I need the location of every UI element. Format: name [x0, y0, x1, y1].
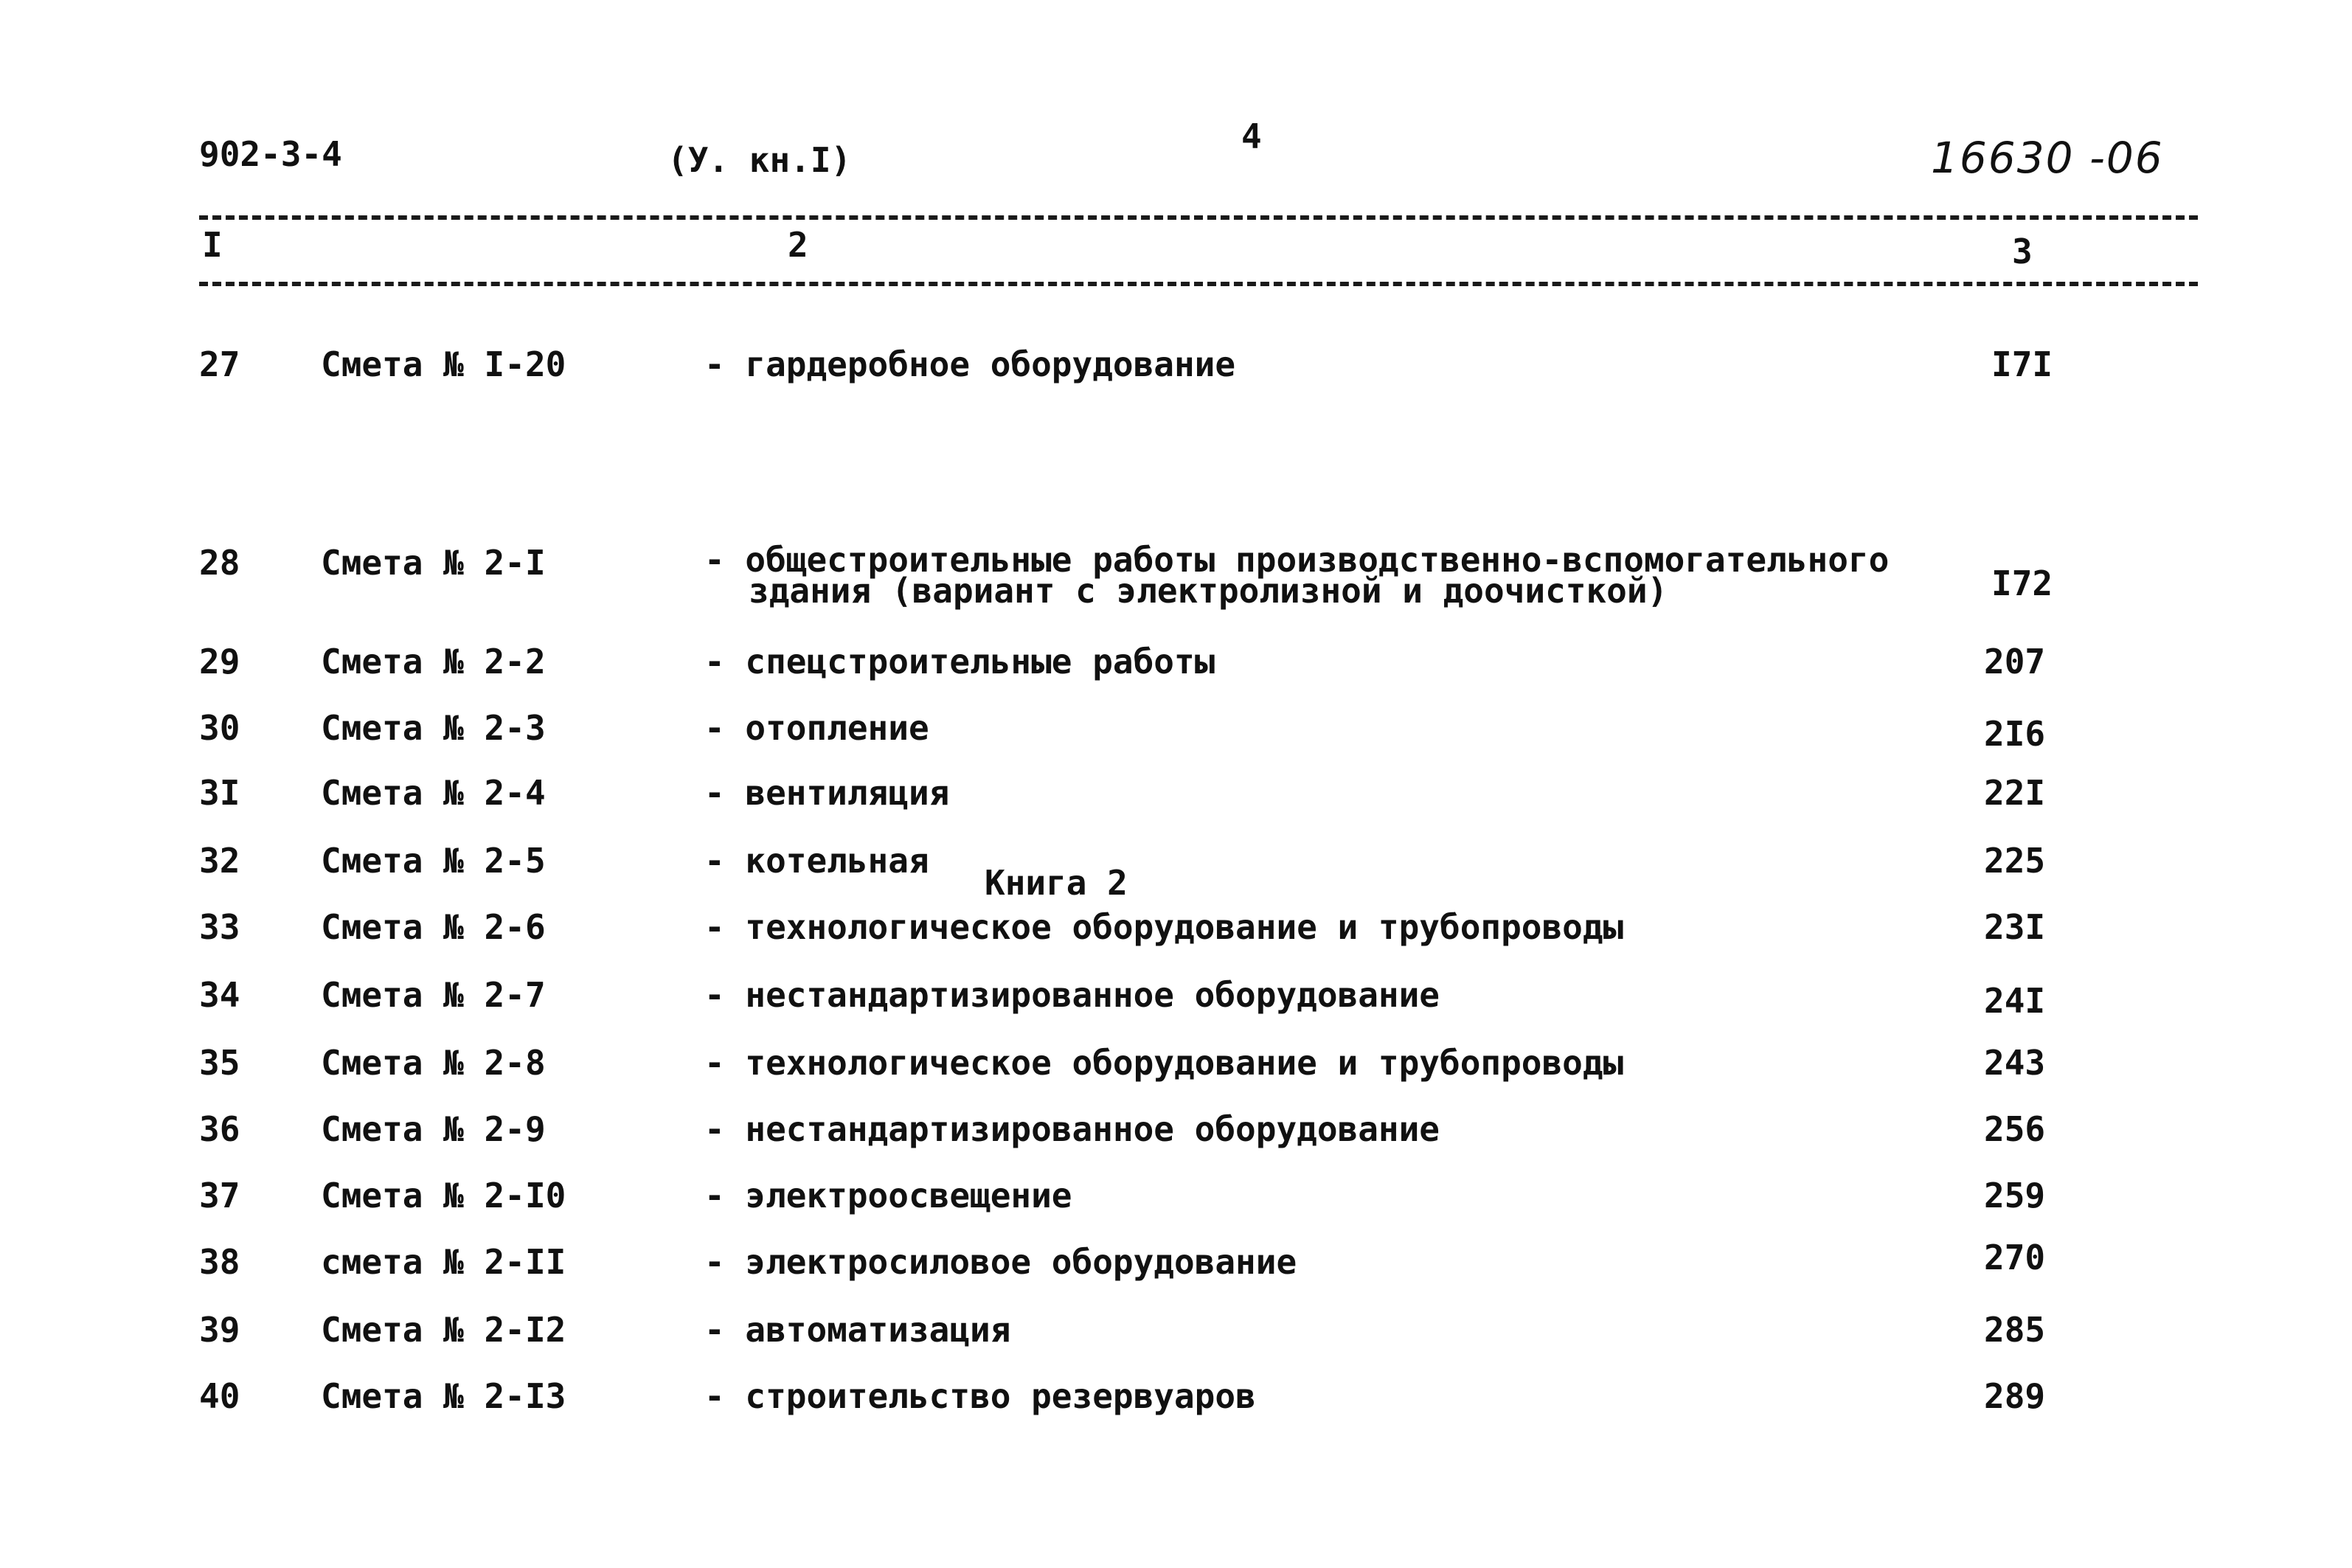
estimate-ref: Смета № 2-3	[321, 708, 546, 748]
row-page: 285	[1984, 1310, 2046, 1350]
row-page: 23I	[1984, 907, 2046, 947]
volume-label: (У. кн.I)	[667, 140, 852, 180]
row-number: 40	[199, 1376, 240, 1416]
row-number: 3I	[199, 773, 240, 813]
estimate-ref: Смета № 2-4	[321, 773, 546, 813]
row-description: - электроосвещение	[704, 1176, 1072, 1215]
table-row	[0, 344, 2352, 411]
estimate-ref: Смета № 2-7	[321, 975, 546, 1015]
row-page: 22I	[1984, 773, 2046, 813]
row-number: 34	[199, 975, 240, 1015]
table-row	[0, 773, 2352, 839]
column-2-header: 2	[788, 225, 808, 265]
row-description: - нестандартизированное оборудование	[704, 975, 1440, 1015]
row-number: 36	[199, 1109, 240, 1149]
estimate-ref: Смета № 2-2	[321, 642, 546, 681]
row-description: - вентиляция	[704, 773, 950, 813]
doc-code: 16630 -06	[1931, 133, 2164, 183]
row-number: 30	[199, 708, 240, 748]
row-description: - электросиловое оборудование	[704, 1242, 1297, 1282]
row-description: - нестандартизированное оборудование	[704, 1109, 1440, 1149]
book-note: Книга 2	[985, 863, 1128, 903]
estimate-ref: Смета № 2-I3	[321, 1376, 566, 1416]
row-number: 39	[199, 1310, 240, 1350]
table-row	[0, 1310, 2352, 1376]
table-row	[0, 1109, 2352, 1176]
row-number: 38	[199, 1242, 240, 1282]
table-row	[0, 1043, 2352, 1109]
page-number: 4	[1241, 117, 1262, 156]
row-number: 33	[199, 907, 240, 947]
row-number: 29	[199, 642, 240, 681]
row-number: 27	[199, 344, 240, 384]
row-number: 32	[199, 841, 240, 881]
row-page: 259	[1984, 1176, 2046, 1215]
row-description: - гардеробное оборудование	[704, 344, 1236, 384]
row-page: 270	[1984, 1238, 2046, 1277]
estimate-ref: Смета № 2-6	[321, 907, 546, 947]
row-number: 35	[199, 1043, 240, 1083]
table-row	[0, 841, 2352, 907]
estimate-ref: Смета № 2-9	[321, 1109, 546, 1149]
doc-designation: 902-3-4	[199, 134, 342, 174]
row-description: - общестроительные работы производственно-вспомогательного	[704, 540, 1890, 580]
header-divider	[199, 282, 2198, 286]
row-page: 207	[1984, 642, 2046, 681]
table-row	[0, 540, 2352, 631]
row-description: - технологическое оборудование и трубопроводы	[704, 1043, 1624, 1083]
table-row	[0, 1176, 2352, 1242]
estimate-ref: Смета № 2-I	[321, 543, 546, 583]
row-description-continued: здания (вариант с электролизной и доочисткой)	[749, 571, 1668, 611]
row-description: - отопление	[704, 708, 929, 748]
table-row	[0, 907, 2352, 974]
row-description: - технологическое оборудование и трубопроводы	[704, 907, 1624, 947]
estimate-ref: Смета № 2-I0	[321, 1176, 566, 1215]
row-page: 24I	[1984, 981, 2046, 1021]
row-description: - спецстроительные работы	[704, 642, 1215, 681]
estimate-ref: Смета № I-20	[321, 344, 566, 384]
row-description: - котельная	[704, 841, 929, 881]
table-row	[0, 1238, 2352, 1308]
row-number: 37	[199, 1176, 240, 1215]
table-row	[0, 642, 2352, 708]
table-row	[0, 975, 2352, 1041]
row-number: 28	[199, 543, 240, 583]
row-page: 289	[1984, 1376, 2046, 1416]
row-page: I72	[1991, 563, 2053, 603]
row-page: 243	[1984, 1043, 2046, 1083]
column-3-header: 3	[2012, 232, 2033, 271]
estimate-ref: Смета № 2-I2	[321, 1310, 566, 1350]
column-1-header: I	[202, 225, 223, 265]
estimate-ref: Смета № 2-5	[321, 841, 546, 881]
row-page: 256	[1984, 1109, 2046, 1149]
estimate-ref: смета № 2-II	[321, 1242, 566, 1282]
row-description: - строительство резервуаров	[704, 1376, 1256, 1416]
table-row	[0, 1376, 2352, 1443]
row-page: 225	[1984, 841, 2046, 881]
row-page: I7I	[1991, 344, 2053, 384]
row-description: - автоматизация	[704, 1310, 1011, 1350]
estimate-ref: Смета № 2-8	[321, 1043, 546, 1083]
top-divider	[199, 215, 2198, 220]
table-row	[0, 708, 2352, 774]
row-page: 2I6	[1984, 714, 2046, 754]
